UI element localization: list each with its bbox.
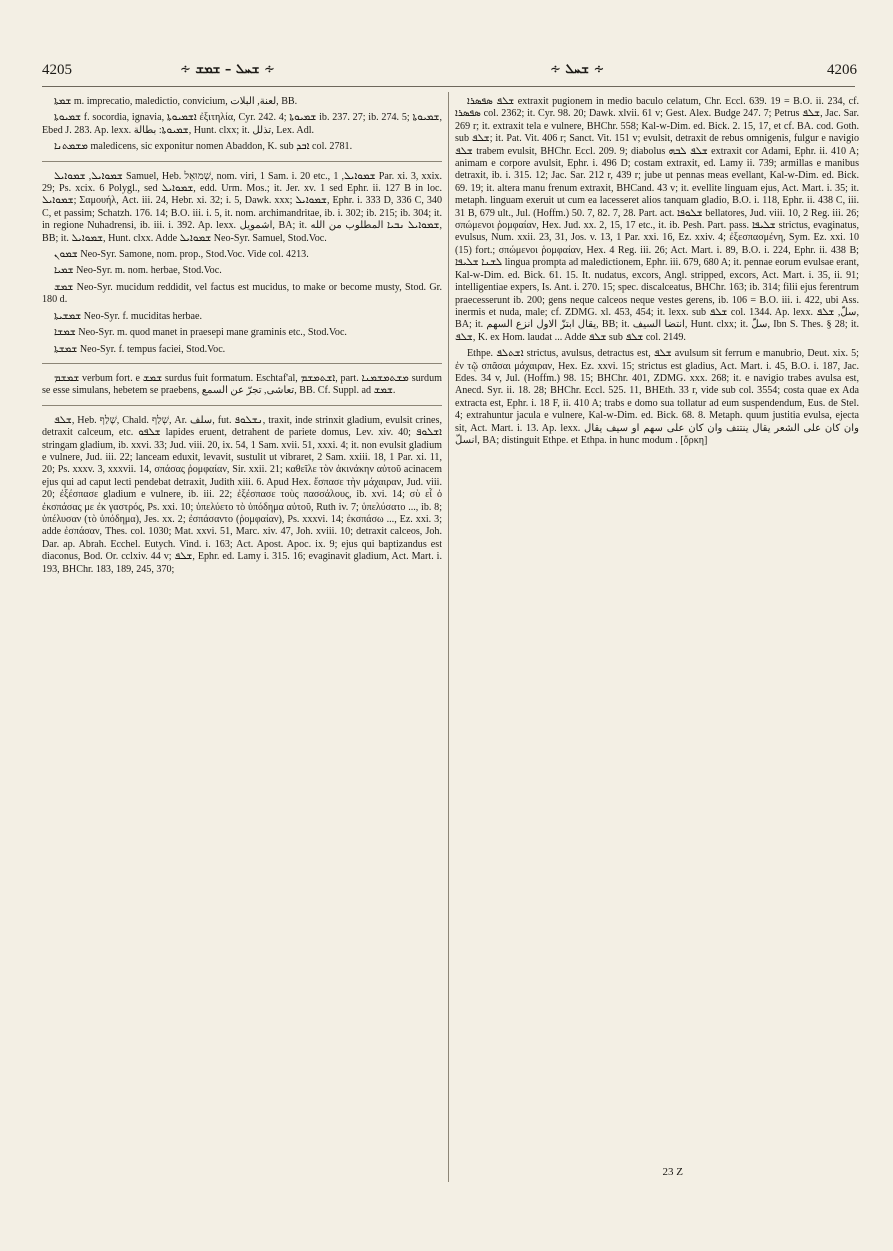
signature-mark: 23 Z xyxy=(662,1166,683,1178)
entry: Ethpe. ܐܫܬܠܦ strictus, avulsus, detractus est, ܫܠܦ avulsum sit ferrum e manubrio, Deut. xix. 5; ἐν τῷ σπᾶσαι μάχαιραν, Hex. Ez. xxvi. 15; strictus est gladius, Act. Mart. i. 45, B.O. i. 187, Jac. Edes. 34 v, Jul. (Hoffm.) 98. 15; BHChr. 401, ZDMG. xxx. 268; it. e navigio trabes avulsa est, Anecd. Syr. ii. 18. 28; BHChr. Eccl. 525. 11, BHEth. 33 r, vide sub col. 3554; costa quae ex Ada extracta est, Ephr. i. 18 F, ii. 410 A; trabs e domo sua tollatur ad eum suspendendum, Eus. de Stel. 4; extrahuntur jacula e vulnere, Kal-w-Dim. ed. Bick. 68. 8. Metaph. quum justitia evulsa, ejecta sit, Act. Mart. i. 13. Ap. lexx. وان كان على الشعر يقال ينتتف وان كان على سهم او سيف يقال انسلّ, BA; distinguit Ethpe. et Ethpa. in hunc modum . [ὅρκη] xyxy=(455,348,859,446)
page-header xyxy=(30,62,863,86)
entry: ܫܡܬܐ m. imprecatio, maledictio, convicium, لعنة, البلات, BB. xyxy=(54,96,298,107)
right-page-number: 4206 xyxy=(827,62,857,78)
right-column xyxy=(455,96,859,451)
header-rule xyxy=(42,86,855,87)
entry: ܫܡܘܐܝܠ, ܫܡܘܐܝܠ Samuel, Heb. שְׁמוּאֵל, nom. viri, 1 Sam. i. 20 etc., ܫܡܘܐܝܠ, 1 Par. xi. 3, xxix. 29; Ps. xcix. 6 Polygl., sed ܫܡܘܐܝܠ, edd. Urm. Mos.; it. Jer. xv. 1 sed Ephr. ii. 127 B in loc. ܫܡܘܐܝܠ; Σαμουήλ, Act. iii. 24, Hebr. xi. 32; i. 5, Dawk. xxx; ܫܡܘܐܝܠ, Ephr. i. 333 D, 336 C, 340 C, et passim; Schatzh. 176. 14; B.O. iii. i. 5, it. nom. archimandritae, ib. i. 302; ib. 215; ib. 304; it. in regione Nuhadrensi, ib. iii. i. 392. Ap. lexx. اشمويل, BA; it. ܫܡܘܐܝܠ ܢܒܝܐ المطلوب من الله, BB; it. ܫܡܘܐܝܠ, Hunt. clxx. Adde ܫܡܘܐܝܠ Neo-Syr. Samuel, Stod.Voc. xyxy=(42,170,443,244)
entry: ܫܠܦ, Heb. שָׁלַף, Chald. שְׁלַף, Ar. سلف, fut. ܢܫܠܘܦ, traxit, inde strinxit gladium, evulsit crines, detraxit calceum, etc. ܫܠܦܘ lapides eruent, detrahent de pariete domus, Lev. xiv. 40; ܐܫܠܘܦ stringam gladium, ib. xxvi. 33; Jud. viii. 20, ix. 54, 1 Sam. xvii. 51, xxxi. 4; it. non evulsit gladium e vulnere, Jud. iii. 22; lanceam eduxit, levavit, sustulit ut vibraret, 2 Sam. xxiii. 18, 1 Par. xi. 11, 20; Ps. xxxv. 3, xxxvii. 14, σπάσας ῥομφαίαν, Sir. xxii. 21; καθεῖλε τὸν ἀκινάκην αὐτοῦ acinacem ejus qui ad caput lecti pendebat detraxit, Judith xiii. 6. Apud Hex. ἔσπασε τὴν μάχαιραν, Jud. viii. 20; ἐξέσπασε gladium e vulnere, ib. iii. 22; ἐξέσπασε τοὺς πασσάλους, ib. xvi. 14; σὺ εἶ ὁ ἐκσπάσας με ἐκ γαστρός, Ps. xxi. 10; ὑπελύετο τὸ ὑπόδημα αὐτοῦ, Ruth iv. 7; ὑπελύσατο ..., ib. 8; ὑπέλυσαν (τὸ ὑπόδημα), Jes. xx. 2; ἐσπάσαντο (ῥομφαίαν), Ps. xxxvi. 14; ἐκσπάσω ..., Ez. xxi. 3; adde ἐσπάσαν, Thes. col. 1030; Mat. xxvi. 51, Marc. xiv. 47, Joh. xviii. 10; detraxit calceos, Joh. Dar. ap. Abrah. Ecchel. Eutych. Vind. i. 163; Act. Apost. Apoc. ix. 9; ejus qui baptizandus est diaconus, Bod. Or. cclxiv. 44 v; ܫܠܦ, Ephr. ed. Lamy i. 315. 16; evaginavit gladium, Act. Mart. i. 193, BHChr. 183, 189, 245, 370; xyxy=(42,414,442,575)
left-page-number: 4205 xyxy=(42,62,72,78)
left-column xyxy=(42,96,442,580)
entry: ܫܠܦ ܣܦܣܪܐ extraxit pugionem in medio baculo celatum, Chr. Eccl. 639. 19 = B.O. ii. 234, cf. ܣܦܣܪܐ col. 2362; it. Cyr. 98. 20; Dawk. xlvii. 61 v; Gest. Alex. Budge 247. 7; Petrus ܫܠܦ, Jac. Sar. 269 r; it. extraxit tela e vulnere, BHChr. 558; Kal-w-Dim. ed. Bick. 2. 15, 17, et cf. BA. cod. Goth. sub ܫܠܦ; it. Pat. Vit. 406 r; Sanct. Vit. 151 v; evulsit, detraxit de rebus omnigenis, fulgur e navigio ܫܠܦ trabem evulsit, BHChr. Eccl. 209. 9; diabolus ܫܠܦ ܠܒܗ extraxit cor Adami, Ephr. ii. 410 A; animam e corpore avulsit, Ephr. i. 496 D; costam extraxit, ed. Lamy ii. 739; armillas e manibus detraxit, ib. i. 315. 12; Jac. Sar. 212 r, 439 r; jube ut pennas meas evellant, Kal-w-Dim. ed. Bick. 69. 19; it. altera manu frenum extraxit, BHCand. 43 v; it. evellite linguam ejus, Act. Mart. i. 35; it. metaph. linguam exeruit ut cum ea lacesseret alios tanquam gladio, B.O. i. 118, Ephr. ii. 438 C, iii. 31 B, 679 ult., Jul. (Hoffm.) 50. 7, 82. 7, 28. Part. act. ܫܠܘܦܐ bellatores, Jud. viii. 10, 2 Reg. iii. 26; σπώμενοι ῥομφαίαν, Hex. Jud. xx. 2, 15, 17 etc., it. ib. Pesh. Part. pass. ܫܠܝܦܐ strictus, evaginatus, evulsus, Num. xxii. 23, 31, Jos. v. 13, 1 Par. xxi. 16, Ez. xxiv. 4; ἐξεσπασμένη, Sym. Ez. xxi. 10 (15) fort.; σπώμενοι ῥομφαίαν, Hex. 4 Reg. iii. 26; Act. Mart. i. 89, B.O. i. 224, Ephr. ii. 438 B; ܠܫܢܐ ܫܠܝܦܐ lingua prompta ad maledictionem, Ephr. iii. 679, 680 A; it. pennae eorum evulsae erant, Kal-w-Dim. ed. Bick. 61. 15. It. nudatus, excors, Angl. stripped, excors, Act. Mart. i. 35, ii. 91; intelligentiae expers, Is. Ant. i. 270. 15; spec. discalceatus, BHChr. 163; ib. 314; filii ejus ferentrum praecesserunt ib. 200; gens neque calceos neque vestes gerens, ib. 106 = B.O. iii. i. 422, ubi Ass. inermis et nuda, male; cf. ZDMG. xl. 453, 454; it. lexx. sub ܫܠܦ col. 1344. Ap. lexx. سلّ, ܫܠܦ, BA; it. يقال ابتزّ الاول انزع السهم, BB; it. انتضا السيف, Hunt. clxx; it. سلّ, Ibn S. Thes. § 28; it. ܫܠܦ, K. ex Hom. laudat ... Adde ܫܠܦ sub ܫܠܦ col. 2149. xyxy=(455,96,860,343)
right-running-head: ∻ ܫܚܠ ∻ xyxy=(550,62,605,77)
entry: ܫܡܝܐ Neo-Syr. m. nom. herbae, Stod.Voc. xyxy=(54,265,222,277)
entry: ܫܡܝܘܬܐ f. socordia, ignavia, ܐܫܡܝܘܬܐ ἐξιτηλία, Cyr. 242. 4; ܫܡܝܘܬܐ ib. 237. 27; ib. 274. 5; ܫܡܝܘܬܐ, Ebed J. 283. Ap. lexx. ܫܡܝܘܬܐ: بطالة, Hunt. clxx; it. تذلل, Lex. Adl. xyxy=(42,112,442,136)
entry: ܫܡܫܬܐ Neo-Syr. f. tempus faciei, Stod.Voc. xyxy=(42,344,442,364)
entry: ܫܡܫܝܬܐ Neo-Syr. f. muciditas herbae. xyxy=(54,310,203,322)
entry: ܫܡܫܐ Neo-Syr. m. quod manet in praesepi mane graminis etc., Stod.Voc. xyxy=(54,327,347,339)
entry: ܫܡܫ Neo-Syr. mucidum reddidit, vel factus est mucidus, to make or become musty, Stod. Gr. 180 d. xyxy=(42,281,442,306)
left-running-head: ∻ ܫܚܠ – ܫܡܫ ∻ xyxy=(180,62,275,77)
entry: ܡܫܡܬܢܐ maledicens, sic exponitur nomen Abaddon, K. sub ܐܒܕ col. 2781. xyxy=(42,141,442,161)
entry: ܫܡܫܡ verbum fort. e ܫܡܫ surdus fuit formatum. Eschtaf'al, ܐܫܬܡܫܡ, part. ܡܫܬܡܫܡܢܐ surdum se esse simulans, hebetem se praebens, تعاشى, تجرّ عن السمع, BB. Cf. Suppl. ad ܫܡܫ. xyxy=(42,373,442,406)
column-separator xyxy=(448,92,449,1182)
entry: ܫܡܘܢ Neo-Syr. Samone, nom. prop., Stod.Voc. Vide col. 4213. xyxy=(54,249,309,261)
